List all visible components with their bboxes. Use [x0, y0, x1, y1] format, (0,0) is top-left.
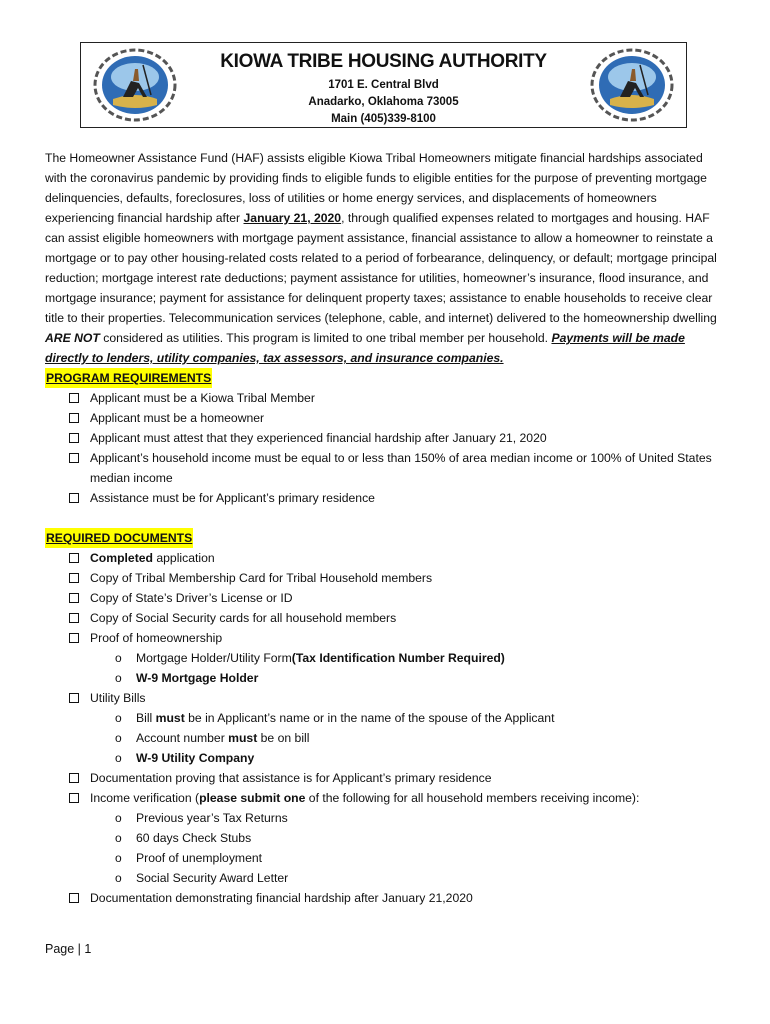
- circle-bullet-icon: o: [115, 751, 122, 765]
- checkbox-icon: [69, 573, 79, 583]
- sub-item-text: Social Security Award Letter: [136, 871, 289, 885]
- list-item: [45, 568, 727, 588]
- completed-bold: Completed: [90, 551, 153, 565]
- document-text: Copy of Tribal Membership Card for Tribal Household members: [90, 571, 433, 585]
- sub-item-bold: must: [155, 711, 185, 725]
- document-text: Copy of State’s Driver’s License or ID: [90, 591, 293, 605]
- intro-text-2: , through qualified expenses related to mortgages and housing. HAF can assist eligible homeowners with mortgage payment assistance, financial assistance to allow a homeowner to reinstate a mortgage or to pay other housing-related costs related to a period of forbearance, delinquency, or default; mortgage principal reduction; mortgage interest rate deductions; payment assistance for utilities, homeowner’s insurance, flood insurance, and mortgage insurance; payment for assistance for delinquent property taxes; assistance to enable households to receive clear title to their properties. Telecommunication services (telephone, cable, and internet) delivered to the homeownership dwelling: [45, 211, 717, 325]
- tribal-seal-logo-left: [93, 47, 177, 123]
- checkbox-icon: [69, 493, 79, 503]
- checkbox-icon: [69, 693, 79, 703]
- program-requirements-section: [45, 368, 727, 508]
- document-text: of the following for all household members receiving income):: [305, 791, 640, 805]
- sub-item-text: Mortgage Holder/Utility Form: [136, 651, 292, 665]
- required-documents-section: [45, 528, 727, 908]
- checkbox-icon: [69, 593, 79, 603]
- circle-bullet-icon: o: [115, 651, 122, 665]
- list-item: [45, 408, 727, 428]
- requirement-text: Applicant must be a homeowner: [90, 411, 265, 425]
- circle-bullet-icon: o: [115, 671, 122, 685]
- sub-item-text: Previous year’s Tax Returns: [136, 811, 288, 825]
- document-text: Documentation proving that assistance is for Applicant’s primary residence: [90, 771, 492, 785]
- sub-item-text: 60 days Check Stubs: [136, 831, 252, 845]
- letterhead-text: [191, 51, 576, 128]
- document-text: Utility Bills: [90, 691, 146, 705]
- sub-item-text: be in Applicant’s name or in the name of the spouse of the Applicant: [184, 711, 555, 725]
- requirement-text: Applicant’s household income must be equal to or less than 150% of area median income or 100% of United States median income: [90, 451, 712, 485]
- sub-list-item: [45, 868, 727, 888]
- list-item: [45, 428, 727, 448]
- checkbox-icon: [69, 793, 79, 803]
- sub-item-text: Bill: [136, 711, 156, 725]
- requirement-text: Applicant must attest that they experienced financial hardship after January 21, 2020: [90, 431, 547, 445]
- sub-list-item: [45, 708, 727, 728]
- circle-bullet-icon: o: [115, 731, 122, 745]
- intro-date: January 21, 2020: [243, 211, 342, 225]
- sub-item-bold: (Tax Identification Number Required): [291, 651, 505, 665]
- income-bold: please submit one: [199, 791, 306, 805]
- required-documents-heading: REQUIRED DOCUMENTS: [45, 528, 193, 548]
- tribal-seal-logo-right: [590, 47, 674, 123]
- list-item: [45, 488, 727, 508]
- checkbox-icon: [69, 433, 79, 443]
- checkbox-icon: [69, 893, 79, 903]
- sub-item-text: be on bill: [257, 731, 310, 745]
- document-text: Copy of Social Security cards for all household members: [90, 611, 397, 625]
- intro-text-1: The Homeowner Assistance Fund (HAF) assists eligible Kiowa Tribal Homeowners mitigate financial hardships associated with the coronavirus pandemic by providing finds to eligible funds to eligible entities for the purpose of preventing mortgage delinquencies, defaults, foreclosures, loss of utilities or home energy services, and displacements of homeowners experiencing financial hardship after: [45, 151, 707, 225]
- letterhead: [80, 42, 687, 128]
- document-body: [45, 148, 727, 908]
- sub-item-text: Proof of unemployment: [136, 851, 263, 865]
- list-item: [45, 448, 727, 488]
- checkbox-icon: [69, 633, 79, 643]
- list-item: [45, 628, 727, 648]
- sub-list-item: [45, 828, 727, 848]
- organization-title: KIOWA TRIBE HOUSING AUTHORITY: [220, 51, 547, 72]
- sub-list-item: [45, 668, 727, 688]
- list-item: [45, 688, 727, 708]
- checkbox-icon: [69, 553, 79, 563]
- document-text: Documentation demonstrating financial hardship after January 21,2020: [90, 891, 473, 905]
- list-item: [45, 388, 727, 408]
- document-text: Proof of homeownership: [90, 631, 223, 645]
- circle-bullet-icon: o: [115, 831, 122, 845]
- list-item: [45, 548, 727, 568]
- address-line-2: Anadarko, Oklahoma 73005: [308, 96, 459, 108]
- intro-text-3: considered as utilities. This program is limited to one tribal member per household.: [99, 331, 552, 345]
- checkbox-icon: [69, 773, 79, 783]
- intro-payments-note: Payments will be made directly to lenders, utility companies, tax assessors, and insurance companies.: [45, 331, 685, 365]
- address-line-1: 1701 E. Central Blvd: [328, 79, 439, 91]
- completed-rest: application: [152, 551, 215, 565]
- sub-item-text: Account number: [136, 731, 229, 745]
- checkbox-icon: [69, 393, 79, 403]
- program-requirements-heading: PROGRAM REQUIREMENTS: [45, 368, 212, 388]
- document-text: Income verification (: [90, 791, 200, 805]
- sub-list-item: [45, 648, 727, 668]
- checkbox-icon: [69, 453, 79, 463]
- intro-paragraph: [45, 148, 727, 368]
- sub-item-bold: must: [228, 731, 258, 745]
- page-number: Page | 1: [45, 942, 92, 956]
- list-item: [45, 588, 727, 608]
- sub-item-bold: W-9 Utility Company: [136, 751, 255, 765]
- circle-bullet-icon: o: [115, 871, 122, 885]
- sub-list-item: [45, 848, 727, 868]
- circle-bullet-icon: o: [115, 811, 122, 825]
- phone-number: Main (405)339-8100: [331, 113, 436, 125]
- list-item: [45, 888, 727, 908]
- sub-list-item: [45, 808, 727, 828]
- list-item: [45, 788, 727, 808]
- circle-bullet-icon: o: [115, 851, 122, 865]
- circle-bullet-icon: o: [115, 711, 122, 725]
- sub-list-item: [45, 728, 727, 748]
- intro-are-not: ARE NOT: [45, 331, 100, 345]
- checkbox-icon: [69, 413, 79, 423]
- list-item: [45, 768, 727, 788]
- list-item: [45, 608, 727, 628]
- requirement-text: Applicant must be a Kiowa Tribal Member: [90, 391, 315, 405]
- requirement-text: Assistance must be for Applicant’s primary residence: [90, 491, 375, 505]
- checkbox-icon: [69, 613, 79, 623]
- sub-item-bold: W-9 Mortgage Holder: [136, 671, 259, 685]
- sub-list-item: [45, 748, 727, 768]
